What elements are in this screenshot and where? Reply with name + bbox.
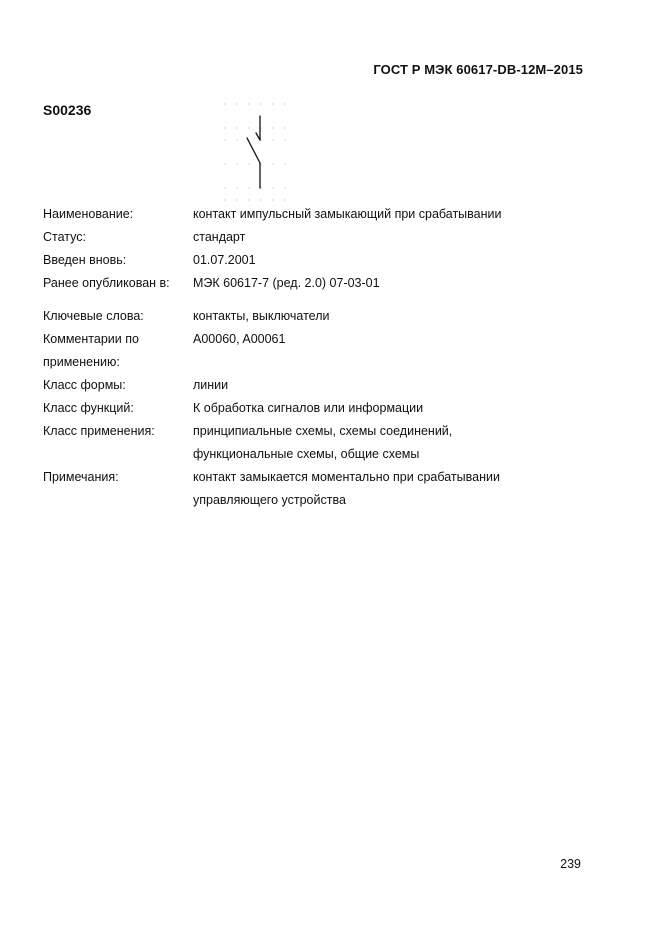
- property-label: применению:: [43, 355, 120, 369]
- property-row-introduced: [43, 249, 603, 272]
- property-label: Класс применения:: [43, 424, 155, 438]
- property-row-application-class-cont: [43, 443, 603, 466]
- property-row-status: [43, 226, 603, 249]
- property-value: К обработка сигналов или информации: [193, 401, 424, 415]
- property-value: функциональные схемы, общие схемы: [193, 447, 420, 461]
- property-row-notes: [43, 466, 603, 489]
- property-row-application-class: [43, 420, 603, 443]
- properties-table: [43, 203, 603, 512]
- property-row-notes-cont: [43, 489, 603, 512]
- standard-code-header: ГОСТ Р МЭК 60617-DB-12M–2015: [373, 62, 583, 77]
- property-value: контакт импульсный замыкающий при срабатывании: [193, 207, 502, 221]
- property-label: Класс формы:: [43, 378, 126, 392]
- property-value: контакты, выключатели: [193, 309, 330, 323]
- property-label: Статус:: [43, 230, 86, 244]
- property-row-application-comments-cont: [43, 351, 603, 374]
- property-row-name: [43, 203, 603, 226]
- property-value: принципиальные схемы, схемы соединений,: [193, 424, 453, 438]
- property-label: Примечания:: [43, 470, 119, 484]
- property-label: Класс функций:: [43, 401, 134, 415]
- property-value: управляющего устройства: [193, 493, 346, 507]
- impulse-make-contact-symbol-icon: [218, 98, 293, 203]
- property-value: линии: [193, 378, 229, 392]
- property-value: стандарт: [193, 230, 246, 244]
- page-number: 239: [560, 857, 581, 871]
- property-value: 01.07.2001: [193, 253, 256, 267]
- property-value: A00060, A00061: [193, 332, 286, 346]
- property-label: [43, 443, 193, 466]
- property-label: Введен вновь:: [43, 253, 127, 267]
- property-label: Наименование:: [43, 207, 134, 221]
- property-row-shape-class: [43, 374, 603, 397]
- property-label: [43, 489, 193, 512]
- property-value: контакт замыкается моментально при срабатывании: [193, 470, 500, 484]
- property-row-function-class: [43, 397, 603, 420]
- property-row-keywords: [43, 305, 603, 328]
- property-label: Ключевые слова:: [43, 309, 144, 323]
- property-label: Комментарии по: [43, 332, 139, 346]
- property-value: [193, 351, 603, 374]
- symbol-id: S00236: [43, 102, 92, 118]
- property-value: МЭК 60617-7 (ред. 2.0) 07-03-01: [193, 276, 380, 290]
- property-label: Ранее опубликован в:: [43, 276, 170, 290]
- property-row-previously-published: [43, 272, 603, 295]
- property-row-application-comments: [43, 328, 603, 351]
